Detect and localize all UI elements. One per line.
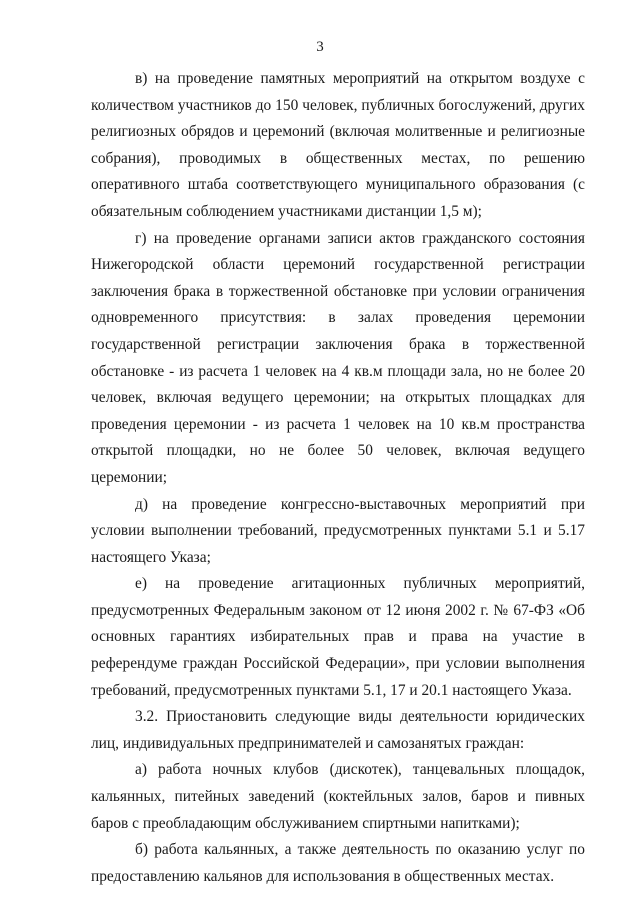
paragraph-3-2-suspend-activities: 3.2. Приостановить следующие виды деятельности юридических лиц, индивидуальных предпринимателей и самозанятых граждан:: [91, 708, 585, 752]
document-body: [91, 66, 585, 890]
page-number: 3: [316, 39, 324, 55]
paragraph-g-marriage-ceremonies: г) на проведение органами записи актов гражданского состояния Нижегородской области церемоний государственной регистрации заключения брака в торжественной обстановке при условии ограничения одновременного присутствия: в залах проведения церемонии государственной регистрации заключения брака в торжественной обстановке - из расчета 1 человек на 4 кв.м площади зала, но не более 20 человек, включая ведущего церемонии; на открытых площадках для проведения церемонии - из расчета 1 человек на 10 кв.м пространства открытой площадки, но не более 50 человек, включая ведущего церемонии;: [91, 229, 585, 486]
paragraph-d-congress-exhibitions: д) на проведение конгрессно-выставочных мероприятий при условии выполнении требований, предусмотренных пунктами 5.1 и 5.17 настоящего Указа;: [91, 495, 585, 566]
paragraph-e-campaign-events: е) на проведение агитационных публичных мероприятий, предусмотренных Федеральным законом от 12 июня 2002 г. № 67-ФЗ «Об основных гарантиях избирательных прав и права на участие в референдуме граждан Российской Федерации», при условии выполнения требований, предусмотренных пунктами 5.1, 17 и 20.1 настоящего Указа.: [91, 575, 585, 699]
paragraph-v-memorial-events: в) на проведение памятных мероприятий на открытом воздухе с количеством участников до 150 человек, публичных богослужений, других религиозных обрядов и церемоний (включая молитвенные и религиозные собрания), проводимых в общественных местах, по решению оперативного штаба соответствующего муниципального образования (с обязательным соблюдением участниками дистанции 1,5 м);: [91, 70, 585, 220]
paragraph-a-night-clubs: а) работа ночных клубов (дискотек), танцевальных площадок, кальянных, питейных заведений (коктейльных залов, баров и пивных баров с преобладающим обслуживанием спиртными напитками);: [91, 761, 585, 832]
paragraph-b-hookah-services: б) работа кальянных, а также деятельность по оказанию услуг по предоставлению кальянов для использования в общественных местах.: [91, 841, 585, 885]
